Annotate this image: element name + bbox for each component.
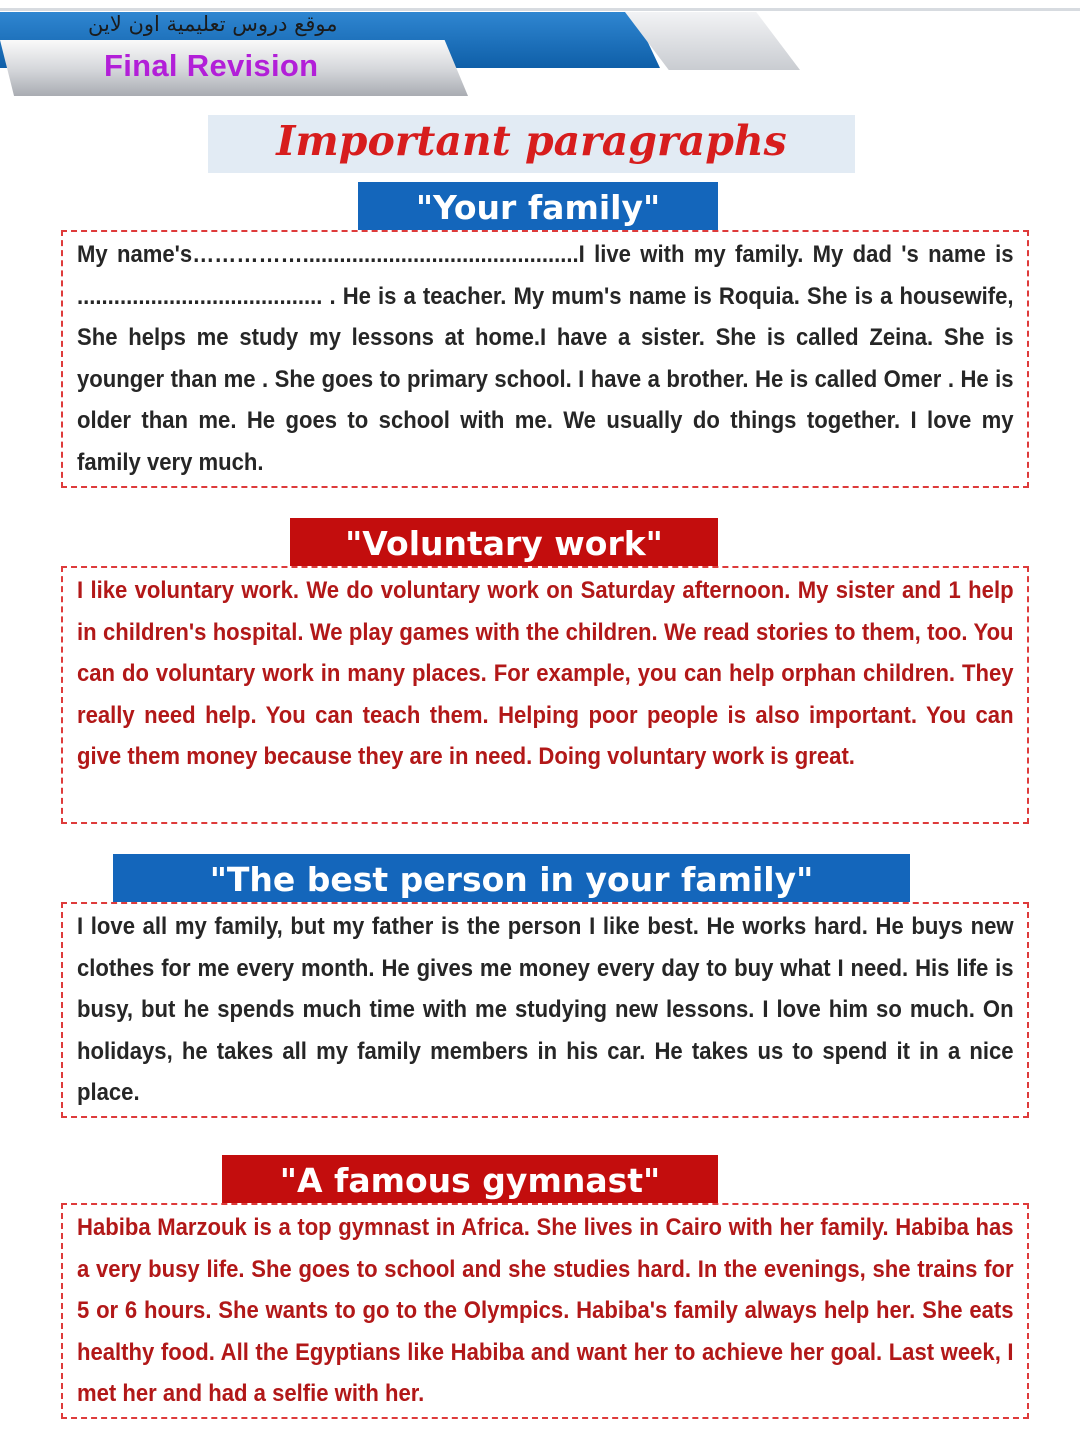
section-heading-famous-gymnast: "A famous gymnast" (222, 1155, 718, 1203)
paragraph-your-family: My name's…………….............................................I live with my family. My dad 's name is ........................................ . He is a teacher. My mum's name is Roquia. She is a housewife, She helps me study my lessons at home.I have a sister. She is called Zeina. She is younger than me . She goes to primary school. I have a brother. He is called Omer . He is older than me. He goes to school with me. We usually do things together. I love my family very much. (77, 241, 1014, 476)
section-heading-best-person: "The best person in your family" (113, 854, 910, 902)
top-divider-line (0, 8, 1080, 11)
paragraph-box-voluntary-work (61, 566, 1029, 824)
section-heading-your-family: "Your family" (358, 182, 718, 230)
paragraph-box-best-person (61, 902, 1029, 1118)
paragraph-best-person: I love all my family, but my father is the person I like best. He works hard. He buys new clothes for me every month. He gives me money every day to buy what I need. His life is busy, but he spends much time with me studying new lessons. I love him so much. On holidays, he takes all my family members in his car. He takes us to spend it in a nice place. (77, 913, 1014, 1106)
paragraph-voluntary-work: I like voluntary work. We do voluntary work on Saturday afternoon. My sister and 1 help in children's hospital. We play games with the children. We read stories to them, too. You can do voluntary work in many places. For example, you can help orphan children. They really need help. You can teach them. Helping poor people is also important. You can give them money because they are in need. Doing voluntary work is great. (77, 577, 1014, 770)
paragraph-box-your-family (61, 230, 1029, 488)
section-heading-voluntary-work: "Voluntary work" (290, 518, 718, 566)
paragraph-box-famous-gymnast (61, 1203, 1029, 1419)
final-revision-label: Final Revision (104, 48, 319, 83)
paragraph-famous-gymnast: Habiba Marzouk is a top gymnast in Africa. She lives in Cairo with her family. Habiba has a very busy life. She goes to school and she studies hard. In the evenings, she trains for 5 or 6 hours. She wants to go to the Olympics. Habiba's family always help her. She eats healthy food. All the Egyptians like Habiba and want her to achieve her goal. Last week, I met her and had a selfie with her. (77, 1214, 1014, 1407)
site-name: موقع دروس تعليمية اون لاين (88, 12, 338, 36)
page-title: Important paragraphs (276, 117, 787, 165)
